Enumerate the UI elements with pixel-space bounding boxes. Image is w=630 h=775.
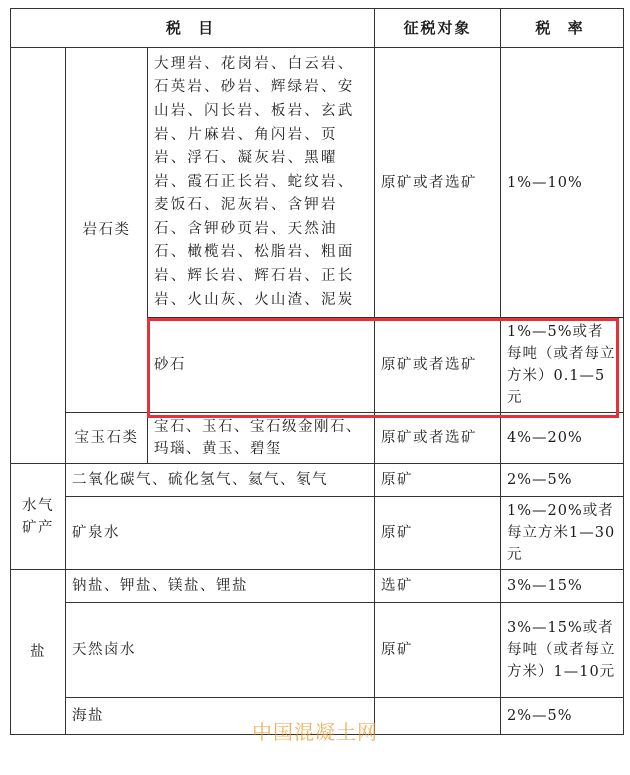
- watermark: 中国混凝土网: [252, 720, 378, 744]
- mineral-water-items: 矿泉水: [66, 497, 375, 570]
- rock-object: 原矿或者选矿: [375, 48, 501, 318]
- mineral-water-object: 原矿: [375, 497, 501, 570]
- subcategory-gem: 宝玉石类: [66, 413, 148, 464]
- table-row: [11, 698, 624, 735]
- brine-rate: 3%—15%或者每吨（或者每立方米）1—10元: [501, 603, 624, 698]
- gem-rate: 4%—20%: [501, 413, 624, 464]
- gas-object: 原矿: [375, 464, 501, 497]
- sand-items: 砂石: [148, 318, 375, 413]
- brine-items: 天然卤水: [66, 603, 375, 698]
- header-tax-item: 税 目: [11, 9, 375, 48]
- gem-object: 原矿或者选矿: [375, 413, 501, 464]
- category-salt: 盐: [11, 570, 66, 735]
- table-row: [11, 48, 624, 318]
- category-gas: 水气矿产: [11, 464, 66, 570]
- gem-items: 宝石、玉石、宝石级金刚石、玛瑙、黄玉、碧玺: [148, 413, 375, 464]
- brine-object: 原矿: [375, 603, 501, 698]
- table-row: [11, 413, 624, 464]
- sea-salt-rate: 2%—5%: [501, 698, 624, 735]
- sand-object: 原矿或者选矿: [375, 318, 501, 413]
- header-tax-rate: 税 率: [501, 9, 624, 48]
- table-row: [11, 464, 624, 497]
- tax-table: [10, 8, 624, 735]
- sea-salt-items: 海盐: [66, 698, 375, 735]
- header-tax-object: 征税对象: [375, 9, 501, 48]
- table-row: [11, 497, 624, 570]
- subcategory-rock: 岩石类: [66, 48, 148, 413]
- table-header-row: [11, 9, 624, 48]
- gas-rate: 2%—5%: [501, 464, 624, 497]
- table-row: [11, 603, 624, 698]
- rock-rate: 1%—10%: [501, 48, 624, 318]
- sea-salt-object: [375, 698, 501, 735]
- salt-rate: 3%—15%: [501, 570, 624, 603]
- gas-items: 二氧化碳气、硫化氢气、氦气、氡气: [66, 464, 375, 497]
- mineral-water-rate: 1%—20%或者每立方米1—30元: [501, 497, 624, 570]
- salt-object: 选矿: [375, 570, 501, 603]
- table-row: [11, 570, 624, 603]
- sand-rate: 1%—5%或者每吨（或者每立方米）0.1—5元: [501, 318, 624, 413]
- empty-category-cell: [11, 48, 66, 464]
- rock-items: 大理岩、花岗岩、白云岩、石英岩、砂岩、辉绿岩、安山岩、闪长岩、板岩、玄武岩、片麻岩、角闪岩、页岩、浮石、凝灰岩、黑曜岩、霞石正长岩、蛇纹岩、麦饭石、泥灰岩、含钾岩石、含钾砂页岩、天然油石、橄榄岩、松脂岩、粗面岩、辉长岩、辉石岩、正长岩、火山灰、火山渣、泥炭: [148, 48, 375, 318]
- salt-items: 钠盐、钾盐、镁盐、锂盐: [66, 570, 375, 603]
